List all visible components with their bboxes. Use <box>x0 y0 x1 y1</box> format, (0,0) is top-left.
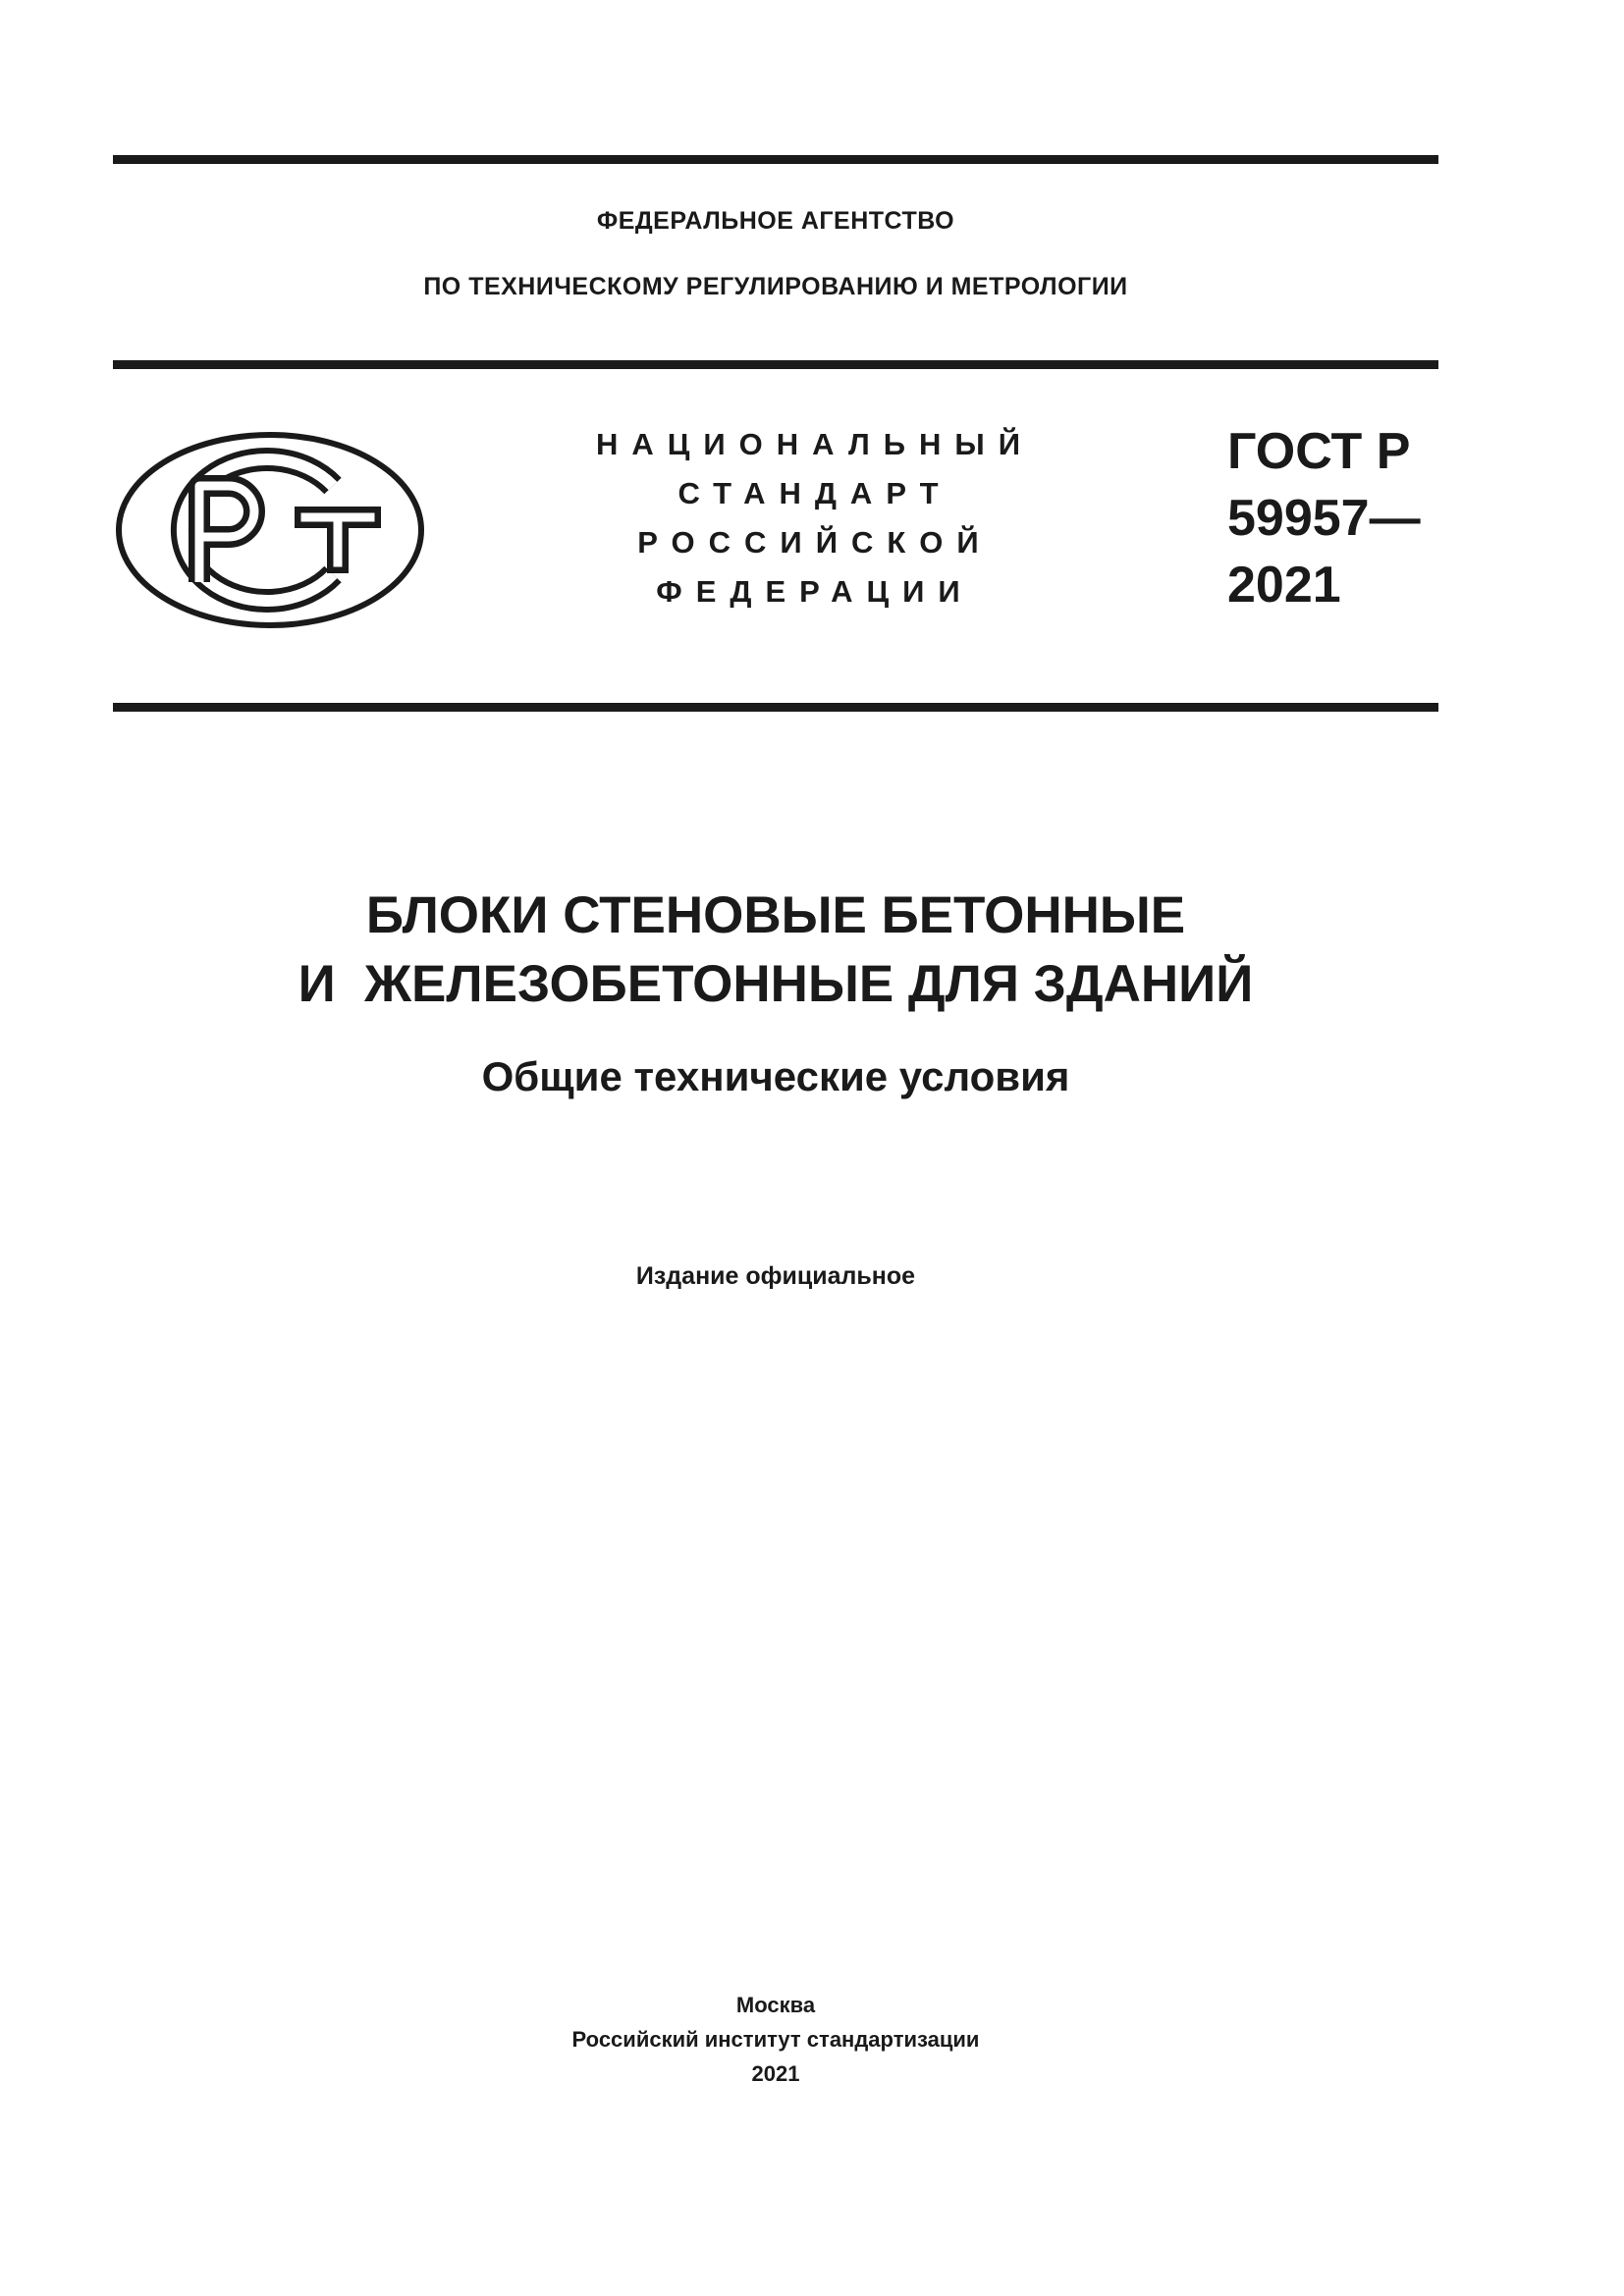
imprint <box>113 1988 1438 2091</box>
standard-designation <box>1227 418 1421 618</box>
standard-type-line-1: НАЦИОНАЛЬНЫЙ <box>595 427 1035 461</box>
title-line-1: БЛОКИ СТЕНОВЫЕ БЕТОННЫЕ <box>365 886 1186 944</box>
designation-line-1: ГОСТ Р <box>1227 423 1411 480</box>
standard-type-label <box>579 420 1051 616</box>
standard-type-line-3: РОССИЙСКОЙ <box>637 525 993 560</box>
imprint-publisher: Российский институт стандартизации <box>571 2027 980 2052</box>
top-divider <box>113 155 1438 164</box>
designation-line-3: 2021 <box>1227 557 1341 614</box>
header-divider <box>113 360 1438 369</box>
agency-name-line-2: ПО ТЕХНИЧЕСКОМУ РЕГУЛИРОВАНИЮ И МЕТРОЛОГИИ <box>423 273 1128 300</box>
title-line-2: И ЖЕЛЕЗОБЕТОННЫЕ ДЛЯ ЗДАНИЙ <box>298 955 1254 1013</box>
masthead-bottom-divider <box>113 703 1438 712</box>
edition-note: Издание официальное <box>635 1262 916 1290</box>
designation-line-2: 59957— <box>1227 490 1421 547</box>
imprint-city: Москва <box>735 1993 816 2017</box>
document-subtitle: Общие технические условия <box>481 1053 1070 1099</box>
agency-name-line-1: ФЕДЕРАЛЬНОЕ АГЕНТСТВО <box>596 207 955 235</box>
standard-type-line-2: СТАНДАРТ <box>677 476 952 510</box>
imprint-year: 2021 <box>751 2061 800 2086</box>
standard-type-line-4: ФЕДЕРАЦИИ <box>656 574 974 609</box>
gost-r-mark-icon <box>113 429 427 631</box>
document-title <box>113 881 1438 1019</box>
